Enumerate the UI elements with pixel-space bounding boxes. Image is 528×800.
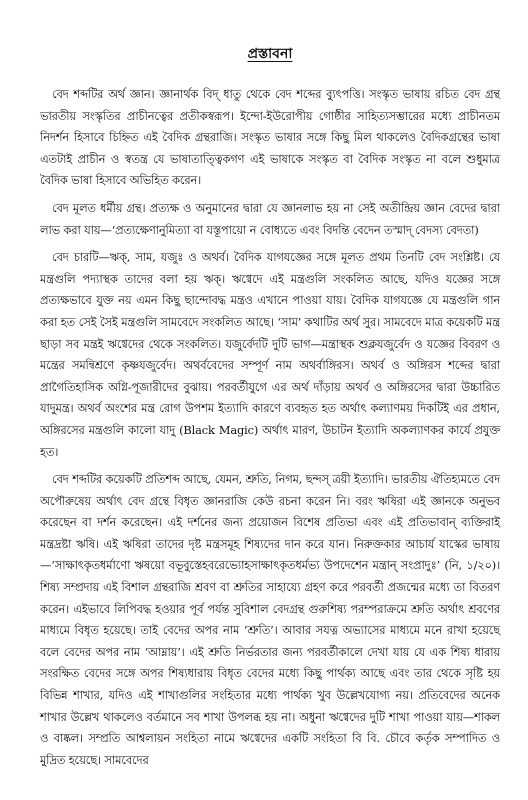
paragraph: বেদ শব্দটির কয়েকটি প্রতিশব্দ আছে, যেমন, শ্রুতি, নিগম, ছন্দস্ ত্রয়ী ইত্যাদি। ভারতীয় ঐতিহ্যমতে বেদ অপৌরুষেয় অর্থাৎ বেদ গ্রন্থে বিধৃত জ্ঞানরাজি কেউ রচনা করেন নি। বরং ঋষিরা এই জ্ঞানকে অনুভব করেছেন বা দর্শন করেছেন। এই দর্শনের জন্য প্রয়োজন বিশেষ প্রতিভা এবং এই প্রতিভাবান্ ব্যক্তিরাই মন্ত্রদ্রষ্টা ঋষি। এই ঋষিরা তাদের দৃষ্ট মন্ত্রসমূহ শিষ্যদের দান করে যান। নিরুক্তকার আচার্য যাস্কের ভাষায়—‘সাক্ষাৎকৃতধর্মাণো ঋষয়ো বভূবুস্তেহবরেভ্যোহসাক্ষাৎকৃতধর্মভ্য উপদেশেন মন্ত্রান্ সংপ্রাদুঃ’ (নি, ১/২০)। শিষ্য সম্প্রদায় এই বিশাল গ্রন্থরাজি শ্রবণ বা শ্রুতির সাহায্যে গ্রহণ করে পরবর্তী প্রজন্মের মধ্যে তা বিতরণ করেন। এইভাবে লিপিবদ্ধ হওয়ার পূর্ব পর্যন্ত সুবিশাল বেদগ্রন্থ গুরুশিষ্য পরম্পরাক্রমে শ্রুতি অর্থাৎ শ্রবণের মাধ্যমে বিধৃত হয়েছে। তাই বেদের অপর নাম ‘শ্রুতি’। আবার সযত্ন অভ্যাসের মাধ্যমে মনে রাখা হয়েছে বলে বেদের অপর নাম ‘আম্নায়’। এই শ্রুতি নির্ভরতার জন্য পরবর্তীকালে দেখা যায় যে এক শিষ্য ধারায় সংরক্ষিত বেদের সঙ্গে অপর শিষ্যধারায় বিধৃত বেদের মধ্যে কিছু পার্থক্য আছে এবং তার থেকে সৃষ্টি হয় বিভিন্ন শাখার, যদিও এই শাখাগুলির সংহিতার মধ্যে পার্থক্য খুব উল্লেখযোগ্য নয়। প্রতিবেদের অনেক শাখার উল্লেখ থাকলেও বর্তমানে সব শাখা উপলব্ধ হয় না। অধুনা ঋগ্বেদের দুটি শাখা পাওয়া যায়—শাকল ও বাষ্কল। সম্প্রতি আশ্বলায়ন সংহিতা নামে ঋগ্বেদের একটি সংহিতা বি বি. চৌবে কর্তৃক সম্পাদিত ও মুদ্রিত হয়েছে। সামবেদের — [40, 472, 500, 767]
paragraph: বেদ চারটি—ঋক্, সাম, যজুঃ ও অথর্ব। বৈদিক যাগযজ্ঞের সঙ্গে মূলত প্রথম তিনটি বেদ সংশ্লিষ্ট। যে মন্ত্রগুলি পদ্যাস্থক তাদের বলা হয় ঋক্। ঋগ্বেদে এই মন্ত্রগুলি সংকলিত আছে, যদিও যজ্ঞের সঙ্গে প্রত্যক্ষভাবে যুক্ত নয় এমন কিছু ছান্দোবদ্ধ মন্ত্রও এখানে পাওয়া যায়। বৈদিক যাগযজ্ঞে যে মন্ত্রগুলি গান করা হত সেই সৈই মন্ত্রগুলি সামবেদে সংকলিত আছে। ‘সাম’ কথাটির অর্থ সুর। সামবেদে মাত্র কয়েকটি মন্ত্র ছাড়া সব মন্ত্রই ঋগ্বেদের থেকে সংকলিত। যজুর্বেদটি দুটি ভাগ—মন্ত্রাস্থক শুক্লযজুর্বেদ ও যজ্ঞের বিবরণ ও মন্ত্রের সমন্বিশ্রণে কৃষ্ণযজুর্বেদ। অথর্ববেদের সম্পূর্ণ নাম অথর্বাঙ্গিরস। অথর্ব ও অঙ্গিরস শব্দের দ্বারা প্রাগৈতিহাসিক অগ্নি-পূজারীদের বুঝায়। পরবর্তীযুগে এর অর্থ দাঁড়ায় অথর্ব ও অঙ্গিরসের দ্বারা উচ্চারিত যাদুমন্ত্র। অথর্ব অংশের মন্ত্র রোগ উপশম ইত্যাদি কারণে ব্যবহৃত হত অর্থাৎ কল্যাণময় দিকটিই এর প্রধান, অঙ্গিরসের মন্ত্রগুলি কালো যাদু (Black Magic) অর্থাৎ মারণ, উচাটন ইত্যাদি অকল্যাণকর কার্যে প্রযুক্ত হত। — [40, 250, 500, 459]
paragraph: বেদ শব্দটির অর্থ জ্ঞান। জ্ঞানার্থক বিদ্‌ ধাতু থেকে বেদ শব্দের ব্যুৎপত্তি। সংস্কৃত ভাষায় রচিত বেদ গ্রন্থ ভারতীয় সংস্কৃতির প্রাচীনত্বের প্রতীকস্বরূপ। ইন্দো-ইউরোপীয় গোষ্ঠীর সাহিত্যসম্ভারের মধ্যে প্রাচীনতম নিদর্শন হিসাবে চিহ্নিত এই বৈদিক গ্রন্থরাজি। সংস্কৃত ভাষার সঙ্গে কিছু মিল থাকলেও বৈদিকগ্রন্থের ভাষা এতটাই প্রাচীন ও স্বতন্ত্র যে ভাষাতাত্ত্বিকগণ এই ভাষাকে সংস্কৃত বা বৈদিক সংস্কৃত না বলে শুধুমাত্র বৈদিক ভাষা হিসাবে অভিহিত করেন। — [40, 87, 500, 188]
page-title: প্রস্তাবনা — [247, 46, 293, 62]
paragraph: বেদ মূলত ধর্মীয় গ্রন্থ। প্রত্যক্ষ ও অনুমানের দ্বারা যে জ্ঞানলাভ হয় না সেই অতীন্দ্রিয় জ্ঞান বেদের দ্বারা লাভ করা যায়—‘প্রত্যক্ষেণানুমিত্যা বা যস্তূপায়ো ন বোধ্যতে এবং বিদন্তি বেদেন তস্মাদ্ বেদস্য বেদতা) — [40, 200, 500, 237]
